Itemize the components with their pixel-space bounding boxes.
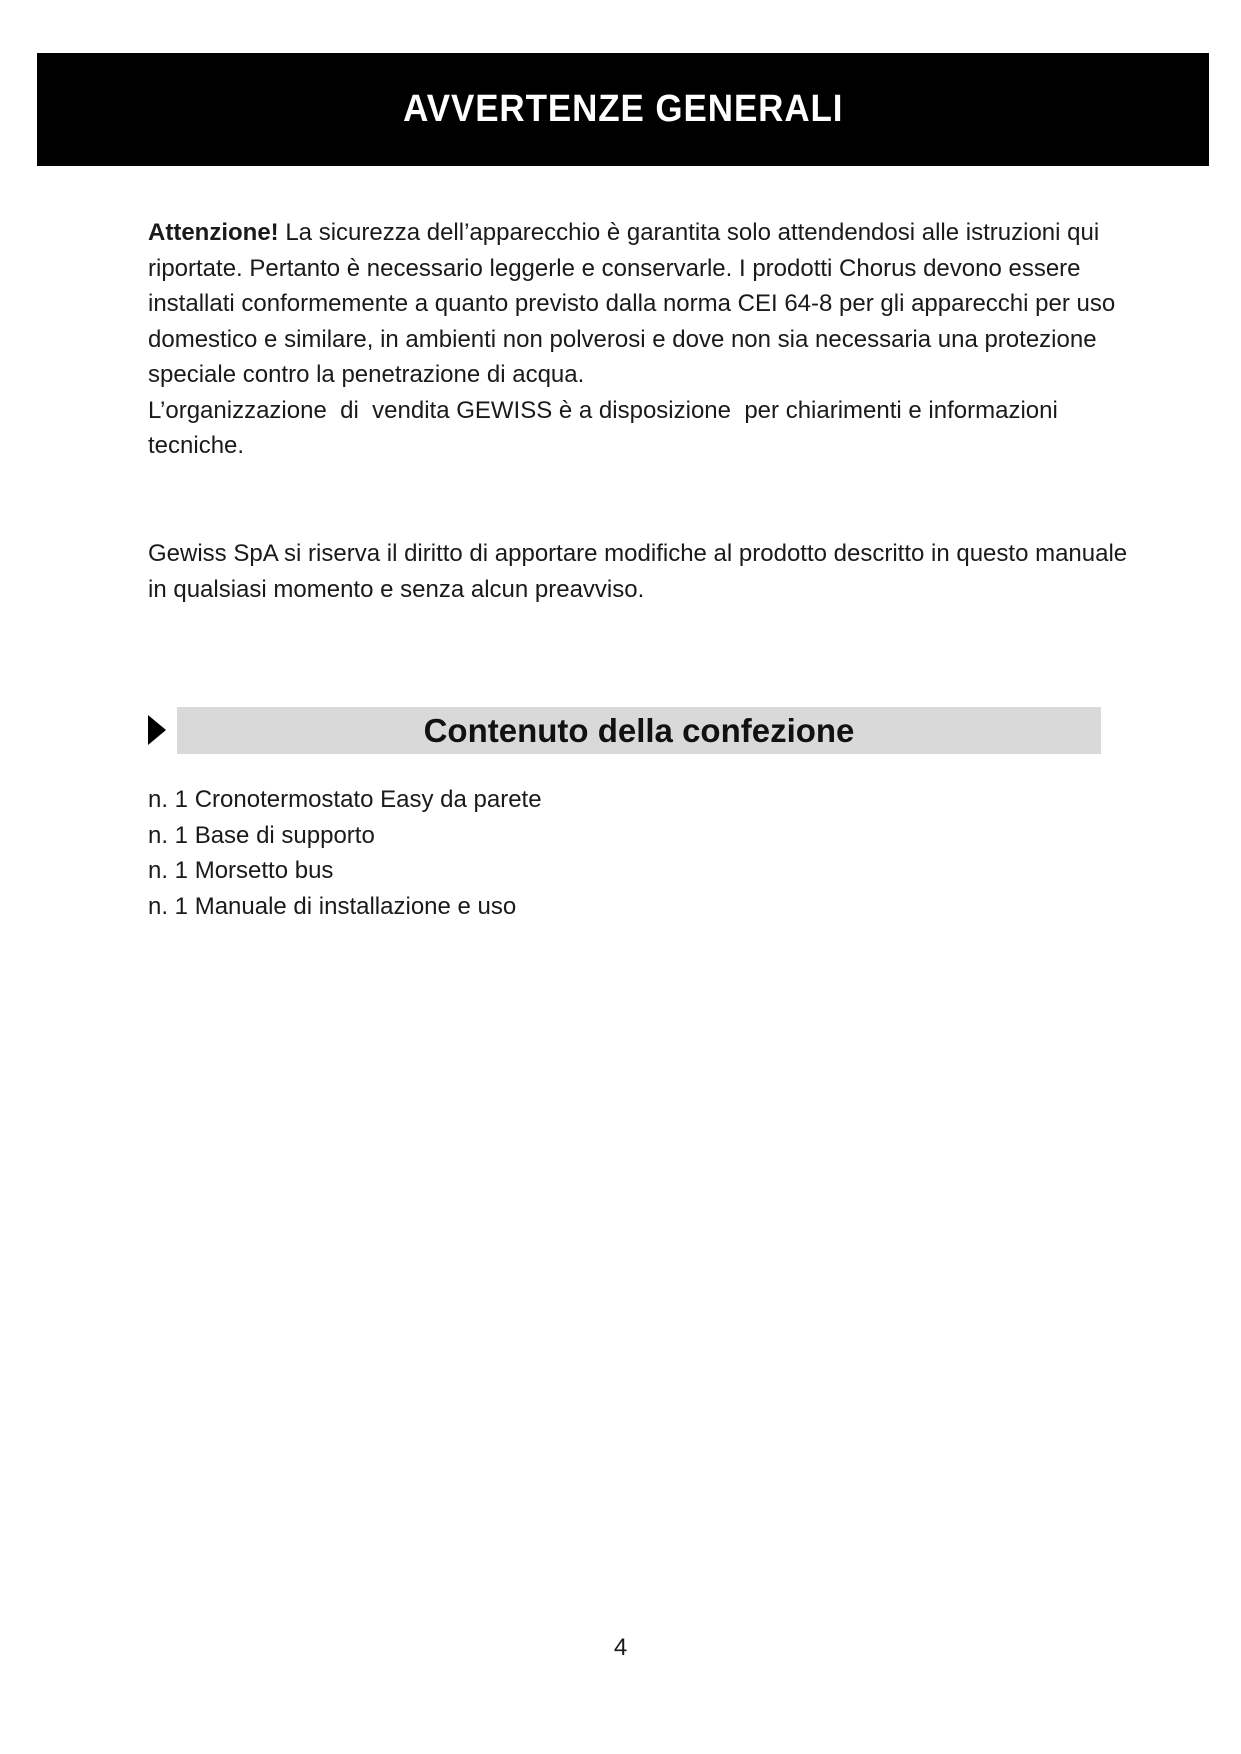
warning-paragraph [148, 215, 1128, 464]
page-title: AVVERTENZE GENERALI [402, 88, 844, 130]
section-bar [177, 707, 1101, 754]
warning-main [148, 215, 1128, 393]
contents-list [148, 782, 542, 924]
list-item: n. 1 Morsetto bus [148, 857, 334, 884]
list-item: n. 1 Manuale di installazione e uso [148, 892, 517, 920]
arrow-right-icon [148, 715, 166, 745]
header-bar [37, 53, 1209, 166]
warning-label: Attenzione! [148, 219, 279, 246]
reserve-paragraph: Gewiss SpA si riserva il diritto di apportare modifiche al prodotto descritto in questo manuale in qualsiasi momento e senza alcun preavviso. [148, 540, 1128, 603]
list-item: n. 1 Base di supporto [148, 821, 375, 849]
contents-section-header [148, 707, 1101, 754]
section-title: Contenuto della confezione [423, 711, 855, 749]
list-item: n. 1 Cronotermostato Easy da parete [148, 786, 542, 813]
page-number: 4 [613, 1634, 628, 1661]
warning-contact: L’organizzazione di vendita GEWISS è a disposizione per chiarimenti e informazioni tecniche. [148, 396, 1065, 459]
warning-text: La sicurezza dell’apparecchio è garantita solo attendendosi alle istruzioni qui riportate. Pertanto è necessario leggerle e conservarle. I prodotti Chorus devono essere installati conformemente a quanto previsto dalla norma CEI 64-8 per gli apparecchi per uso domestico e similare, in ambienti non polverosi e dove non sia necessaria una protezione speciale contro la penetrazione di acqua. [148, 219, 1116, 388]
